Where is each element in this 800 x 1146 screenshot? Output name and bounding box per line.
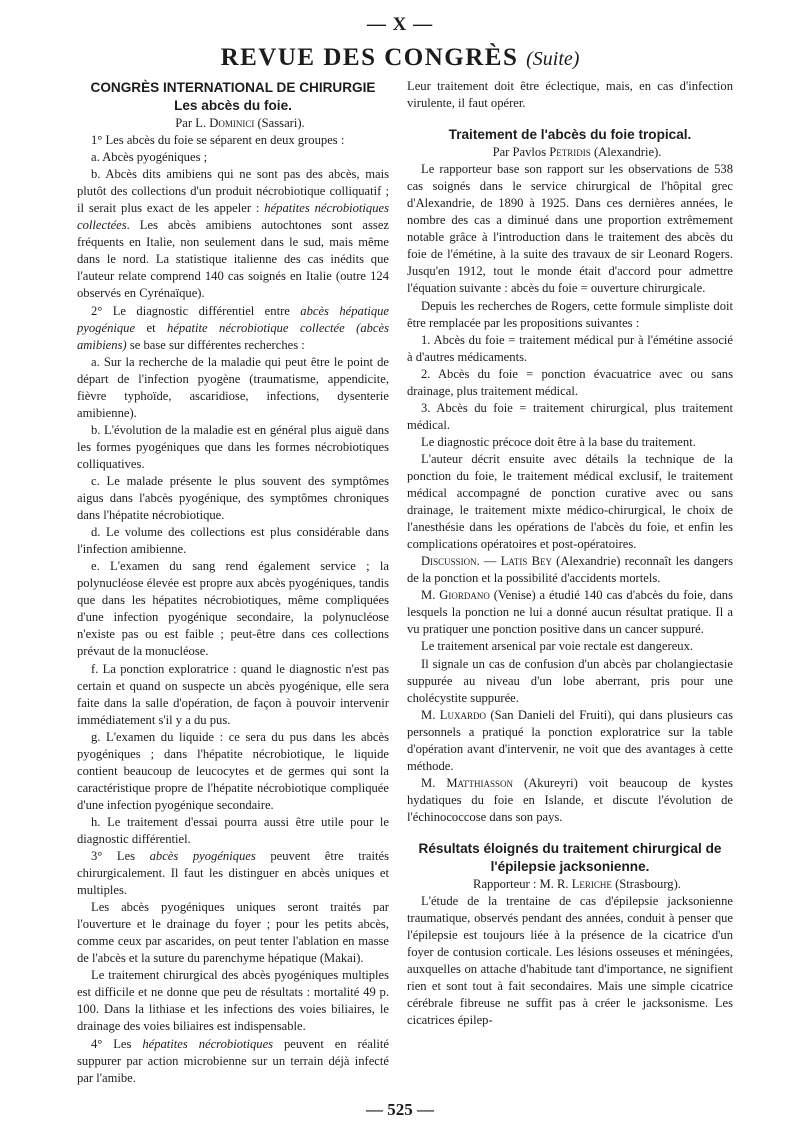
paragraph: f. La ponction exploratrice : quand le diagnostic n'est pas certain et quand on suspecte un abcès pyogénique, elle sera faite dans la salle d'opération, de façon à pouvoir intervenir immédiatement s'il y a du pus.: [77, 661, 389, 727]
text-run: peuvent être traités chirurgicalement. Il faut les distinguer en abcès uniques et multiples.: [77, 849, 389, 898]
speaker-name: Latis Bey: [500, 554, 552, 569]
text-run: (Akureyri) voit beaucoup de kystes hydatiques du foie en Islande, et discute l'évolution de l'échinococcose dans son pays.: [407, 775, 733, 824]
text-run: (Alexandrie) reconnaît les dangers de la ponction et la possibilité d'accidents mortels.: [407, 554, 733, 586]
spacer: [407, 826, 733, 840]
paragraph: 1° Les abcès du foie se séparent en deux groupes :: [91, 133, 345, 148]
paragraph: L'étude de la trentaine de cas d'épilepsie jacksonienne traumatique, observés pendant des années, conduit à penser que l'épilepsie est toujours liée à la présence de la cicatrice d'un foyer de contusion corticale. Les lésions osseuses et méningées, auxquelles on attache d'habitude tant d'importance, ne signifient rien et sont tout à fait secondaires. Mais une simple cicatrice cérébrale fibreuse ne suffit pas à créer le jacksonisme. Les cicatrices épilep-: [407, 894, 733, 1028]
italic-run: hépatites nécrobiotiques collectées: [77, 201, 390, 233]
paragraph: a. Sur la recherche de la maladie qui peut être le point de départ de l'infection pyogène (traumatisme, appendicite, fièvre typhoïde, ascaridiose, infections, dysenterie amibienne).: [77, 354, 389, 420]
paragraph: a. Abcès pyogéniques ;: [91, 150, 208, 165]
byline-dominici: [77, 115, 389, 132]
paragraph: [77, 166, 389, 302]
paragraph: 2. Abcès du foie = ponction évacuatrice avec ou sans drainage, plus traitement médical.: [407, 366, 733, 398]
paragraph: [407, 707, 733, 775]
page-number: — 525 —: [366, 1100, 434, 1119]
text-run: . Les abcès amibiens autochtones sont assez fréquents en Italie, non seulement dans le sud, mais même dans le nord. La statistique italienne des cas inédits que l'auteur relate comprend 140 cas soignés en Italie (outre 124 observés en Cyrénaïque).: [77, 218, 389, 301]
paragraph: [407, 553, 733, 587]
speaker-name: Giordano: [439, 588, 490, 603]
text-run: se base sur différentes recherches :: [126, 337, 305, 352]
page-title-text: REVUE DES CONGRÈS: [220, 44, 519, 71]
text-run: M.: [421, 775, 447, 790]
paragraph: d. Le volume des collections est plus considérable dans l'infection amibienne.: [77, 525, 389, 557]
italic-run: abcès pyogéniques: [149, 849, 256, 864]
paragraph: h. Le traitement d'essai pourra aussi être utile pour le diagnostic différentiel.: [77, 814, 389, 846]
spacer: [407, 112, 733, 126]
paragraph: 3. Abcès du foie = traitement chirurgical, plus traitement médical.: [407, 400, 733, 432]
text-run: M.: [421, 707, 440, 722]
text-run: b. Abcès dits amibiens qui ne sont pas des abcès, mais plutôt des collections d'un produit nécrobiotique colliquatif ; il serait plus exact de les appeler :: [77, 167, 389, 216]
text-run: —: [479, 554, 501, 569]
right-column: [407, 78, 733, 1029]
byline-author: Leriche: [571, 876, 612, 891]
paragraph: g. L'examen du liquide : ce sera du pus dans les abcès pyogéniques ; dans l'hépatite nécrobiotique, le liquide contient beaucoup de leucocytes et de germes qui sont la caractéristique propre de l'hépatite nécrobiotique compliquée d'une infection pyogénique secondaire.: [77, 729, 389, 812]
italic-run: hépatite nécrobiotique collectée (abcès amibiens): [77, 320, 389, 352]
paragraph: Le traitement arsenical par voie rectale est dangereux.: [421, 639, 694, 654]
congress-heading: CONGRÈS INTERNATIONAL DE CHIRURGIE: [90, 80, 376, 95]
paragraph: e. L'examen du sang rend également service ; la polynucléose élevée est propre aux abcès pyogéniques, tandis que dans les hépatites nécrobiotiques, même compliquées d'une infection pyogénique secondaire, la polynucléose n'existe pas ou est faible ; peut-être dans ces collections prévaut de la monucléose.: [77, 559, 389, 659]
article-title-abces-du-foie: Les abcès du foie.: [174, 98, 292, 113]
paragraph: b. L'évolution de la maladie est en général plus aiguë dans les formes pyogéniques que dans les formes nécrobiotiques colliquatives.: [77, 422, 389, 471]
byline-place: (Alexandrie).: [593, 145, 662, 160]
paragraph: [77, 1036, 389, 1087]
article-title-epilepsie: Résultats éloignés du traitement chirurgical de l'épilepsie jacksonienne.: [418, 840, 722, 874]
italic-run: hépatites nécrobiotiques: [142, 1036, 274, 1051]
byline-place: (Strasbourg).: [615, 876, 681, 891]
paragraph-continued: Leur traitement doit être éclectique, mais, en cas d'infection virulente, il faut opérer.: [407, 79, 733, 111]
byline-prefix: Par Pavlos: [492, 145, 547, 160]
byline-place: (Sassari).: [257, 116, 305, 130]
paragraph: Les abcès pyogéniques uniques seront traités par l'ouverture et le drainage du foyer ; pour les petits abcès, comme ceux par ascarides, on peut tenter l'ablation en masse de l'abcès et la suture du parenchyme hépatique (Makai).: [77, 900, 389, 966]
speaker-name: Matthiasson: [446, 775, 514, 790]
left-column: [77, 78, 389, 1087]
paragraph: 1. Abcès du foie = traitement médical pur à l'émétine associé à d'autres médicaments.: [407, 332, 733, 364]
speaker-name: Luxardo: [439, 707, 486, 722]
article-title-abces-tropical: Traitement de l'abcès du foie tropical.: [448, 127, 692, 143]
byline-prefix: Par L.: [175, 116, 207, 130]
paragraph: Le diagnostic précoce doit être à la base du traitement.: [421, 434, 696, 449]
text-run: 4° Les: [91, 1036, 143, 1051]
text-run: et: [135, 320, 168, 335]
paragraph: c. Le malade présente le plus souvent des symptômes aigus dans l'abcès pyogénique, des symptômes chroniques dans l'hépatite nécrobiotique.: [77, 473, 389, 523]
byline-leriche: [407, 876, 733, 893]
text-run: M.: [421, 588, 440, 603]
text-run: (San Danieli del Fruiti), qui dans plusieurs cas personnels a pratiqué la ponction exploratrice sur la table d'opération avant d'intervenir, ne voit que des avantages à cette méthode.: [407, 707, 733, 773]
page-title: [0, 44, 800, 72]
paragraph: [407, 775, 733, 826]
section-numeral: — X —: [366, 14, 434, 35]
byline-prefix: Rapporteur : M. R.: [473, 876, 569, 891]
text-run: 2° Le diagnostic différentiel entre: [91, 303, 301, 318]
paragraph: Le traitement chirurgical des abcès pyogéniques multiples est difficile et ne donne que peu de résultats : mortalité 49 p. 100. Dans la lithiase et les infections des voies biliaires, le drainage des voies biliaires est indispensable.: [77, 968, 389, 1034]
byline-author: Petridis: [549, 145, 591, 160]
byline-petridis: [407, 144, 733, 161]
paragraph: [407, 587, 733, 638]
paragraph: Depuis les recherches de Rogers, cette formule simpliste doit être remplacée par les propositions suivantes :: [407, 298, 733, 330]
paragraph: Le rapporteur base son rapport sur les observations de 538 cas soignés dans le service chirurgical de l'hôpital grec d'Alexandrie, de 1890 à 1925. Dans ces dernières années, le nombre des cas a diminué dans une proportion extrêmement notable grâce à l'introduction dans le traitement des abcès du foie de l'émétine, à la suite des travaux de sir Leonard Rogers. Jusqu'en 1912, tout le monde était d'accord pour admettre l'équation suivante : abcès du foie = ouverture chirurgicale.: [407, 162, 733, 296]
byline-author: Dominici: [209, 116, 255, 130]
paragraph: [77, 303, 389, 354]
text-run: peuvent en réalité suppurer par action microbienne sur un terrain déjà infecté par l'amibe.: [77, 1036, 389, 1085]
text-run: (Venise) a étudié 140 cas d'abcès du foie, dans lesquels la ponction ne lui a donné aucun résultat pratique. Il a vu pratiquer une ponction positive dans un cancer suppuré.: [407, 588, 733, 637]
paragraph: [77, 848, 389, 899]
discussion-label: Discussion.: [421, 554, 480, 569]
paragraph: Il signale un cas de confusion d'un abcès par cholangiectasie suppurée au niveau d'un lobe aberrant, pris pour une cholécystite suppurée.: [407, 656, 733, 705]
page-title-suffix: (Suite): [526, 48, 580, 70]
paragraph: L'auteur décrit ensuite avec détails la technique de la ponction du foie, le traitement médical exclusif, le traitement médical accompagné de ponction curative avec ou sans drainage, le traitement mixte médico-chirurgical, le choix de l'anesthésie dans les opérations de l'abcès du foie, et enfin les complications opératoires et post-opératoires.: [407, 451, 733, 552]
italic-run: abcès hépatique pyogénique: [77, 303, 389, 335]
text-run: 3° Les: [91, 849, 150, 864]
